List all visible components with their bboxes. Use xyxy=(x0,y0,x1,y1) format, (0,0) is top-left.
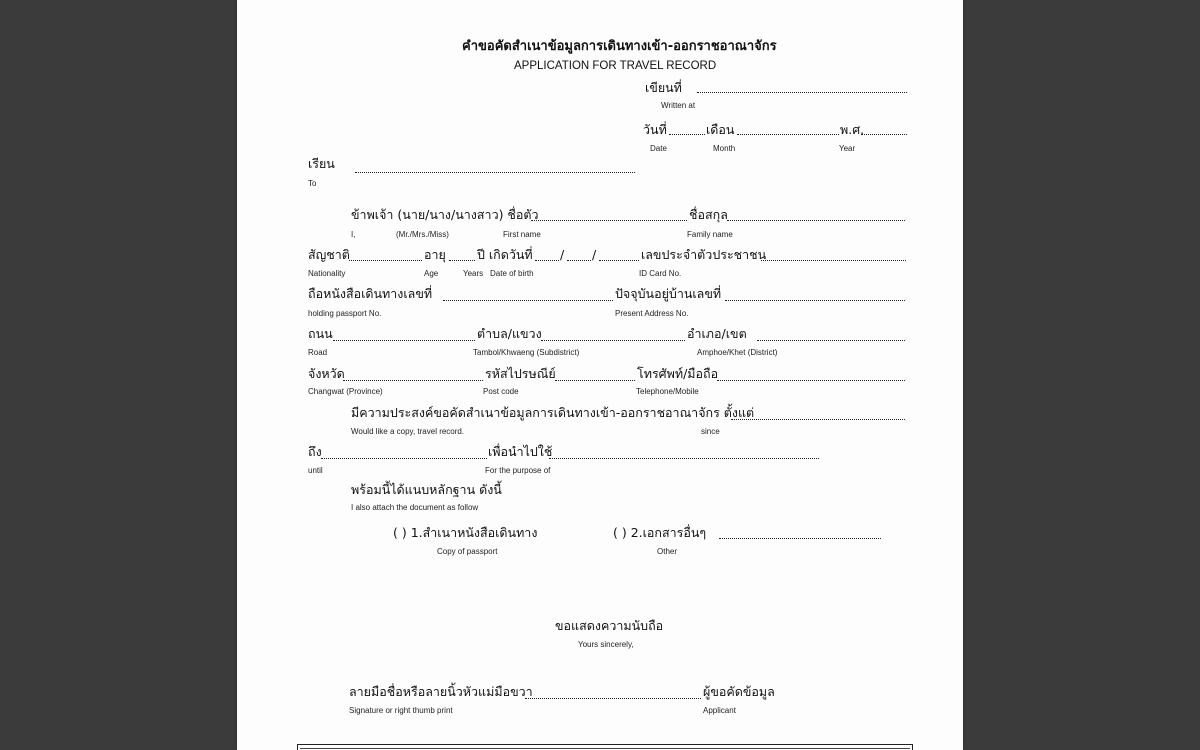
officer-section-inner-rule xyxy=(300,748,910,749)
phone-label-en: Telephone/Mobile xyxy=(636,387,699,396)
since-field[interactable] xyxy=(731,419,905,420)
year-field[interactable] xyxy=(861,134,907,135)
month-label: เดือน xyxy=(706,122,735,137)
officer-section-box xyxy=(297,744,913,750)
postcode-label-en: Post code xyxy=(483,387,519,396)
province-label: จังหวัด xyxy=(308,366,345,381)
phone-field[interactable] xyxy=(717,380,905,381)
signature-label: ลายมือชื่อหรือลายนิ้วหัวแม่มือขวา xyxy=(349,684,533,699)
month-field[interactable] xyxy=(737,134,839,135)
family-name-label: ชื่อสกุล xyxy=(689,207,728,222)
to-field[interactable] xyxy=(355,172,635,173)
postcode-label: รหัสไปรษณีย์ xyxy=(485,366,556,381)
written-at-label: เขียนที่ xyxy=(645,80,682,95)
other-document-label-en: Other xyxy=(657,547,678,556)
nationality-label: สัญชาติ xyxy=(308,247,350,262)
form-title-thai: คำขอคัดสำเนาข้อมูลการเดินทางเข้า-ออกราชอาณาจักร xyxy=(462,39,777,54)
family-name-label-en: Family name xyxy=(687,230,733,239)
written-at-field[interactable] xyxy=(697,92,907,93)
signature-label-en: Signature or right thumb print xyxy=(349,706,453,715)
dob-separator-2: / xyxy=(592,247,597,262)
province-field[interactable] xyxy=(343,380,483,381)
attach-label-en: I also attach the document as follow xyxy=(351,503,479,512)
to-label: เรียน xyxy=(308,156,335,171)
passport-field[interactable] xyxy=(443,300,613,301)
purpose-field[interactable] xyxy=(549,458,819,459)
name-label: ข้าพเจ้า (นาย/นาง/นางสาว) ชื่อตัว xyxy=(351,207,539,222)
postcode-field[interactable] xyxy=(555,380,635,381)
age-label-en: Age xyxy=(424,269,439,278)
road-label-en: Road xyxy=(308,348,328,357)
nationality-label-en: Nationality xyxy=(308,269,346,278)
document-page[interactable] xyxy=(237,0,963,750)
other-document-field[interactable] xyxy=(719,538,881,539)
family-name-field[interactable] xyxy=(727,220,905,221)
id-card-field[interactable] xyxy=(761,260,906,261)
dob-year-field[interactable] xyxy=(599,260,639,261)
date-label: วันที่ xyxy=(643,122,667,137)
purpose-label: เพื่อนำไปใช้ xyxy=(488,444,553,459)
amphoe-label-en: Amphoe/Khet (District) xyxy=(697,348,778,357)
date-field[interactable] xyxy=(669,134,705,135)
road-label: ถนน xyxy=(308,326,333,341)
until-label: ถึง xyxy=(308,444,322,459)
purpose-label-en: For the purpose of xyxy=(485,466,551,475)
phone-label: โทรศัพท์/มือถือ xyxy=(637,366,719,381)
passport-label-en: holding passport No. xyxy=(308,309,382,318)
written-at-label-en: Written at xyxy=(661,101,696,110)
road-field[interactable] xyxy=(333,340,475,341)
closing-label: ขอแสดงความนับถือ xyxy=(555,618,664,633)
attach-label: พร้อมนี้ได้แนบหลักฐาน ดังนี้ xyxy=(351,482,502,497)
id-card-label: เลขประจำตัวประชาชน xyxy=(641,247,767,262)
since-label-en: since xyxy=(701,427,720,436)
until-field[interactable] xyxy=(321,458,487,459)
applicant-label: ผู้ขอคัดข้อมูล xyxy=(703,684,775,699)
passport-label: ถือหนังสือเดินทางเลขที่ xyxy=(308,286,433,301)
amphoe-label: อำเภอ/เขต xyxy=(687,326,747,341)
nationality-field[interactable] xyxy=(349,260,422,261)
province-label-en: Changwat (Province) xyxy=(308,387,383,396)
age-field[interactable] xyxy=(449,260,475,261)
years-dob-label: ปี เกิดวันที่ xyxy=(477,247,533,262)
month-label-en: Month xyxy=(713,144,736,153)
year-label: พ.ศ. xyxy=(840,122,865,137)
signature-field[interactable] xyxy=(525,698,701,699)
to-label-en: To xyxy=(308,179,317,188)
age-label: อายุ xyxy=(424,247,446,262)
address-field[interactable] xyxy=(725,300,905,301)
closing-label-en: Yours sincerely, xyxy=(578,640,634,649)
date-label-en: Date xyxy=(650,144,667,153)
passport-copy-label-en: Copy of passport xyxy=(437,547,498,556)
form-title-english: APPLICATION FOR TRAVEL RECORD xyxy=(514,60,717,72)
year-label-en: Year xyxy=(839,144,856,153)
other-document-checkbox[interactable]: ( ) 2.เอกสารอื่นๆ xyxy=(613,525,707,540)
dob-label-en: Date of birth xyxy=(490,269,534,278)
tambol-label: ตำบล/แขวง xyxy=(477,326,542,341)
address-label-en: Present Address No. xyxy=(615,309,689,318)
title-prefix-label-en: (Mr./Mrs./Miss) xyxy=(396,230,449,239)
tambol-field[interactable] xyxy=(541,340,685,341)
i-label-en: I, xyxy=(351,230,356,239)
amphoe-field[interactable] xyxy=(757,340,905,341)
until-label-en: until xyxy=(308,466,323,475)
dob-separator-1: / xyxy=(560,247,565,262)
dob-day-field[interactable] xyxy=(535,260,559,261)
request-label: มีความประสงค์ขอคัดสำเนาข้อมูลการเดินทางเข้า-ออกราชอาณาจักร ตั้งแต่ xyxy=(351,405,755,420)
applicant-label-en: Applicant xyxy=(703,706,736,715)
request-label-en: Would like a copy, travel record. xyxy=(351,427,465,436)
dob-month-field[interactable] xyxy=(567,260,591,261)
passport-copy-checkbox[interactable]: ( ) 1.สำเนาหนังสือเดินทาง xyxy=(393,525,538,540)
years-label-en: Years xyxy=(463,269,484,278)
tambol-label-en: Tambol/Khwaeng (Subdistrict) xyxy=(473,348,580,357)
id-card-label-en: ID Card No. xyxy=(639,269,682,278)
first-name-label-en: First name xyxy=(503,230,541,239)
address-label: ปัจจุบันอยู่บ้านเลขที่ xyxy=(615,286,722,301)
first-name-field[interactable] xyxy=(531,220,687,221)
